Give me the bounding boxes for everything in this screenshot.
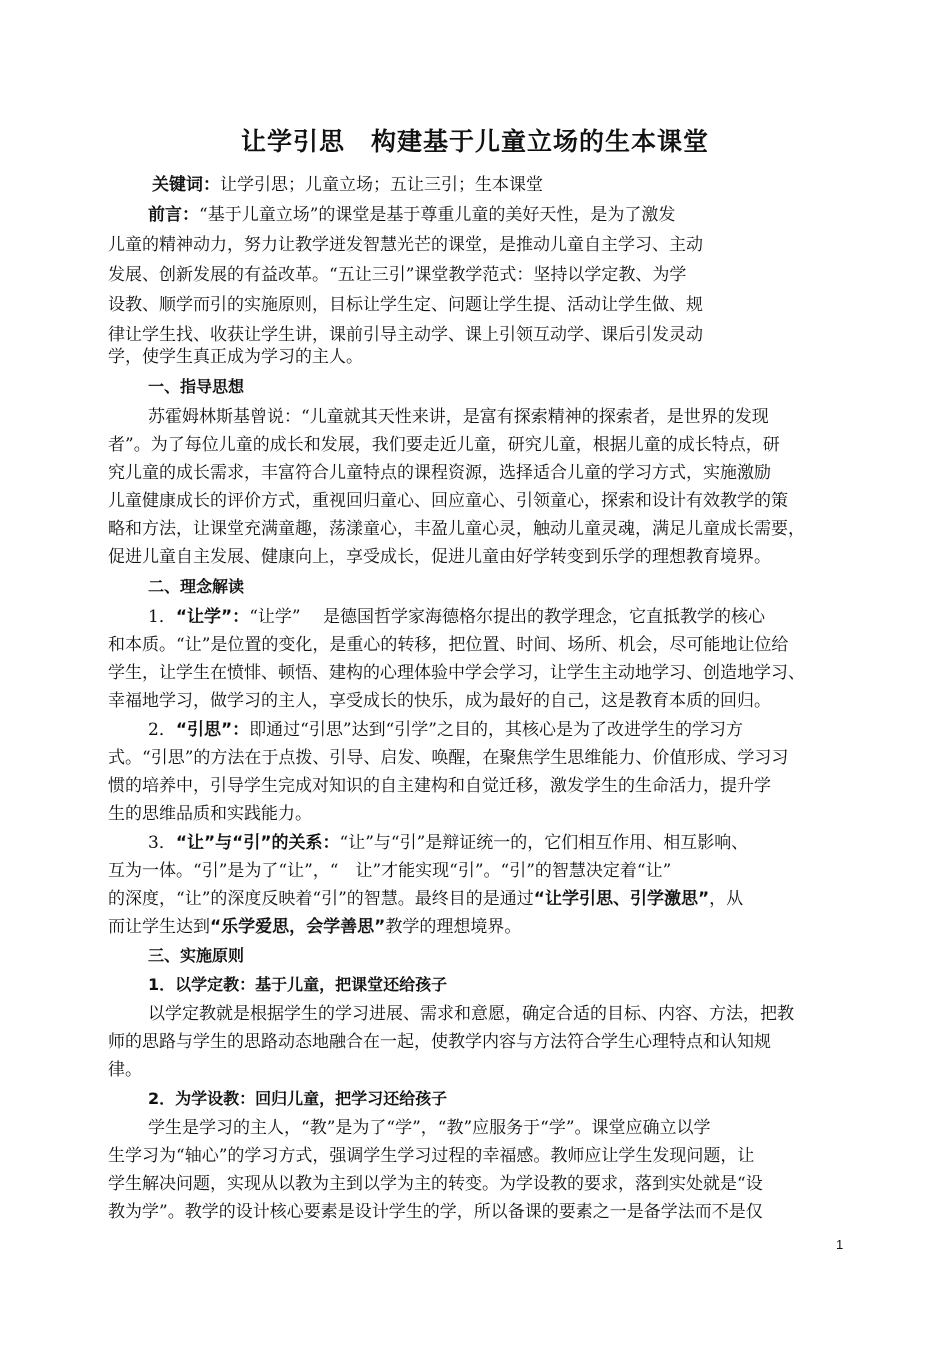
keywords-label: 关键词： xyxy=(152,175,220,195)
subsection-heading: 1．以学定教：基于儿童，把课堂还给孩子 xyxy=(148,975,448,994)
preface-line: 儿童的精神动力，努力让教学迸发智慧光芒的课堂，是推动儿童自主学习、主动 xyxy=(108,235,703,255)
item-number: 3． xyxy=(148,833,176,853)
concept-line xyxy=(108,912,848,942)
preface-label: 前言： xyxy=(148,205,199,225)
item-number: 1． xyxy=(148,607,176,627)
subsection-heading: 2．为学设教：回归儿童，把学习还给孩子 xyxy=(148,1089,448,1108)
keywords-text: 让学引思；儿童立场；五让三引；生本课堂 xyxy=(220,175,543,195)
principle-line: 生学习为“轴心”的学习方式，强调学生学习过程的幸福感。教师应让学生发现问题，让 xyxy=(108,1146,755,1166)
concept-line xyxy=(108,884,848,914)
concept-label: “让学”： xyxy=(175,607,250,627)
section-heading: 三、实施原则 xyxy=(148,946,245,965)
concept-label: “让”与“引”的关系： xyxy=(175,833,340,853)
concept-paragraph-3 xyxy=(148,828,848,858)
concept-text: “让学” 是德国哲学家海德格尔提出的教学理念，它直抵教学的核心 xyxy=(249,607,765,627)
preface-line: 发展、创新发展的有益改革。“五让三引”课堂教学范式：坚持以学定教、为学 xyxy=(108,265,687,285)
section1-line: 儿童健康成长的评价方式，重视回归童心、回应童心、引领童心，探索和设计有效教学的策 xyxy=(108,491,788,511)
item-number: 2． xyxy=(148,720,176,740)
preface-line: 学，使学生真正成为学习的主人。 xyxy=(108,347,363,367)
section-heading: 一、指导思想 xyxy=(148,377,245,396)
principle-line: 律。 xyxy=(108,1060,142,1080)
preface-line: 律让学生找、收获让学生讲，课前引导主动学、课上引领互动学、课后引发灵动 xyxy=(108,325,703,345)
concept-text: “让”与“引”是辩证统一的，它们相互作用、相互影响、 xyxy=(339,833,749,853)
principle-line: 学生解决问题，实现从以教为主到以学为主的转变。为学设教的要求，落到实处就是“设 xyxy=(108,1174,763,1194)
principle-line: 以学定教就是根据学生的学习进展、需求和意愿，确定合适的目标、内容、方法，把教 xyxy=(148,1004,794,1024)
concept-line: 惯的培养中，引导学生完成对知识的自主建构和自觉迁移，激发学生的生命活力，提升学 xyxy=(108,776,771,796)
document-title: 让学引思 构建基于儿童立场的生本课堂 xyxy=(240,127,709,156)
concept-text: 教学的理想境界。 xyxy=(385,917,522,937)
section1-line: 者”。为了每位儿童的成长和发展，我们要走近儿童，研究儿童，根据儿童的成长特点，研 xyxy=(108,435,780,455)
concept-label: “引思”： xyxy=(175,720,250,740)
preface-text: “基于儿童立场”的课堂是基于尊重儿童的美好天性，是为了激发 xyxy=(199,205,676,225)
concept-text: 即通过“引思”达到“引学”之目的，其核心是为了改进学生的学习方 xyxy=(249,720,743,740)
preface-line: 设教、顺学而引的实施原则，目标让学生定、问题让学生提、活动让学生做、规 xyxy=(108,295,703,315)
concept-line: 幸福地学习，做学习的主人，享受成长的快乐，成为最好的自己，这是教育本质的回归。 xyxy=(108,691,771,711)
concept-line: 互为一体。“引”是为了“让”，“ 让”才能实现“引”。“引”的智慧决定着“让” xyxy=(108,861,672,881)
section1-line: 苏霍姆林斯基曾说：“儿童就其天性来讲，是富有探索精神的探索者，是世界的发现 xyxy=(148,407,769,427)
keywords-line xyxy=(152,170,852,200)
preface-line xyxy=(148,200,848,230)
emphasis-text: “让学引思、引学激思” xyxy=(533,889,710,909)
concept-text: 而让学生达到 xyxy=(108,917,210,937)
section1-line: 促进儿童自主发展、健康向上，享受成长，促进儿童由好学转变到乐学的理想教育境界。 xyxy=(108,547,771,567)
page-number: 1 xyxy=(836,1237,844,1252)
concept-line: 学生，让学生在愤悱、顿悟、建构的心理体验中学会学习，让学生主动地学习、创造地学习、 xyxy=(108,663,805,683)
concept-paragraph-1 xyxy=(148,602,848,632)
principle-line: 学生是学习的主人，“教”是为了“学”，“教”应服务于“学”。课堂应确立以学 xyxy=(148,1118,711,1138)
section1-line: 略和方法，让课堂充满童趣，荡漾童心，丰盈儿童心灵，触动儿童灵魂，满足儿童成长需要， xyxy=(108,519,805,539)
principle-line: 教为学”。教学的设计核心要素是设计学生的学，所以备课的要素之一是备学法而不是仅 xyxy=(108,1202,763,1222)
concept-text: 的深度，“让”的深度反映着“引”的智慧。最终目的是通过 xyxy=(108,889,534,909)
section1-line: 究儿童的成长需求，丰富符合儿童特点的课程资源，选择适合儿童的学习方式，实施激励 xyxy=(108,463,771,483)
concept-line: 生的思维品质和实践能力。 xyxy=(108,804,312,824)
section-heading: 二、理念解读 xyxy=(148,577,245,596)
emphasis-text: “乐学爱思，会学善思” xyxy=(210,917,386,937)
concept-line: 式。“引思”的方法在于点拨、引导、启发、唤醒，在聚焦学生思维能力、价值形成、学习习 xyxy=(108,748,789,768)
principle-line: 师的思路与学生的思路动态地融合在一起，使教学内容与方法符合学生心理特点和认知规 xyxy=(108,1032,771,1052)
concept-text: ，从 xyxy=(709,889,744,909)
concept-paragraph-2 xyxy=(148,715,848,745)
concept-line: 和本质。“让”是位置的变化，是重心的转移，把位置、时间、场所、机会，尽可能地让位给 xyxy=(108,635,789,655)
